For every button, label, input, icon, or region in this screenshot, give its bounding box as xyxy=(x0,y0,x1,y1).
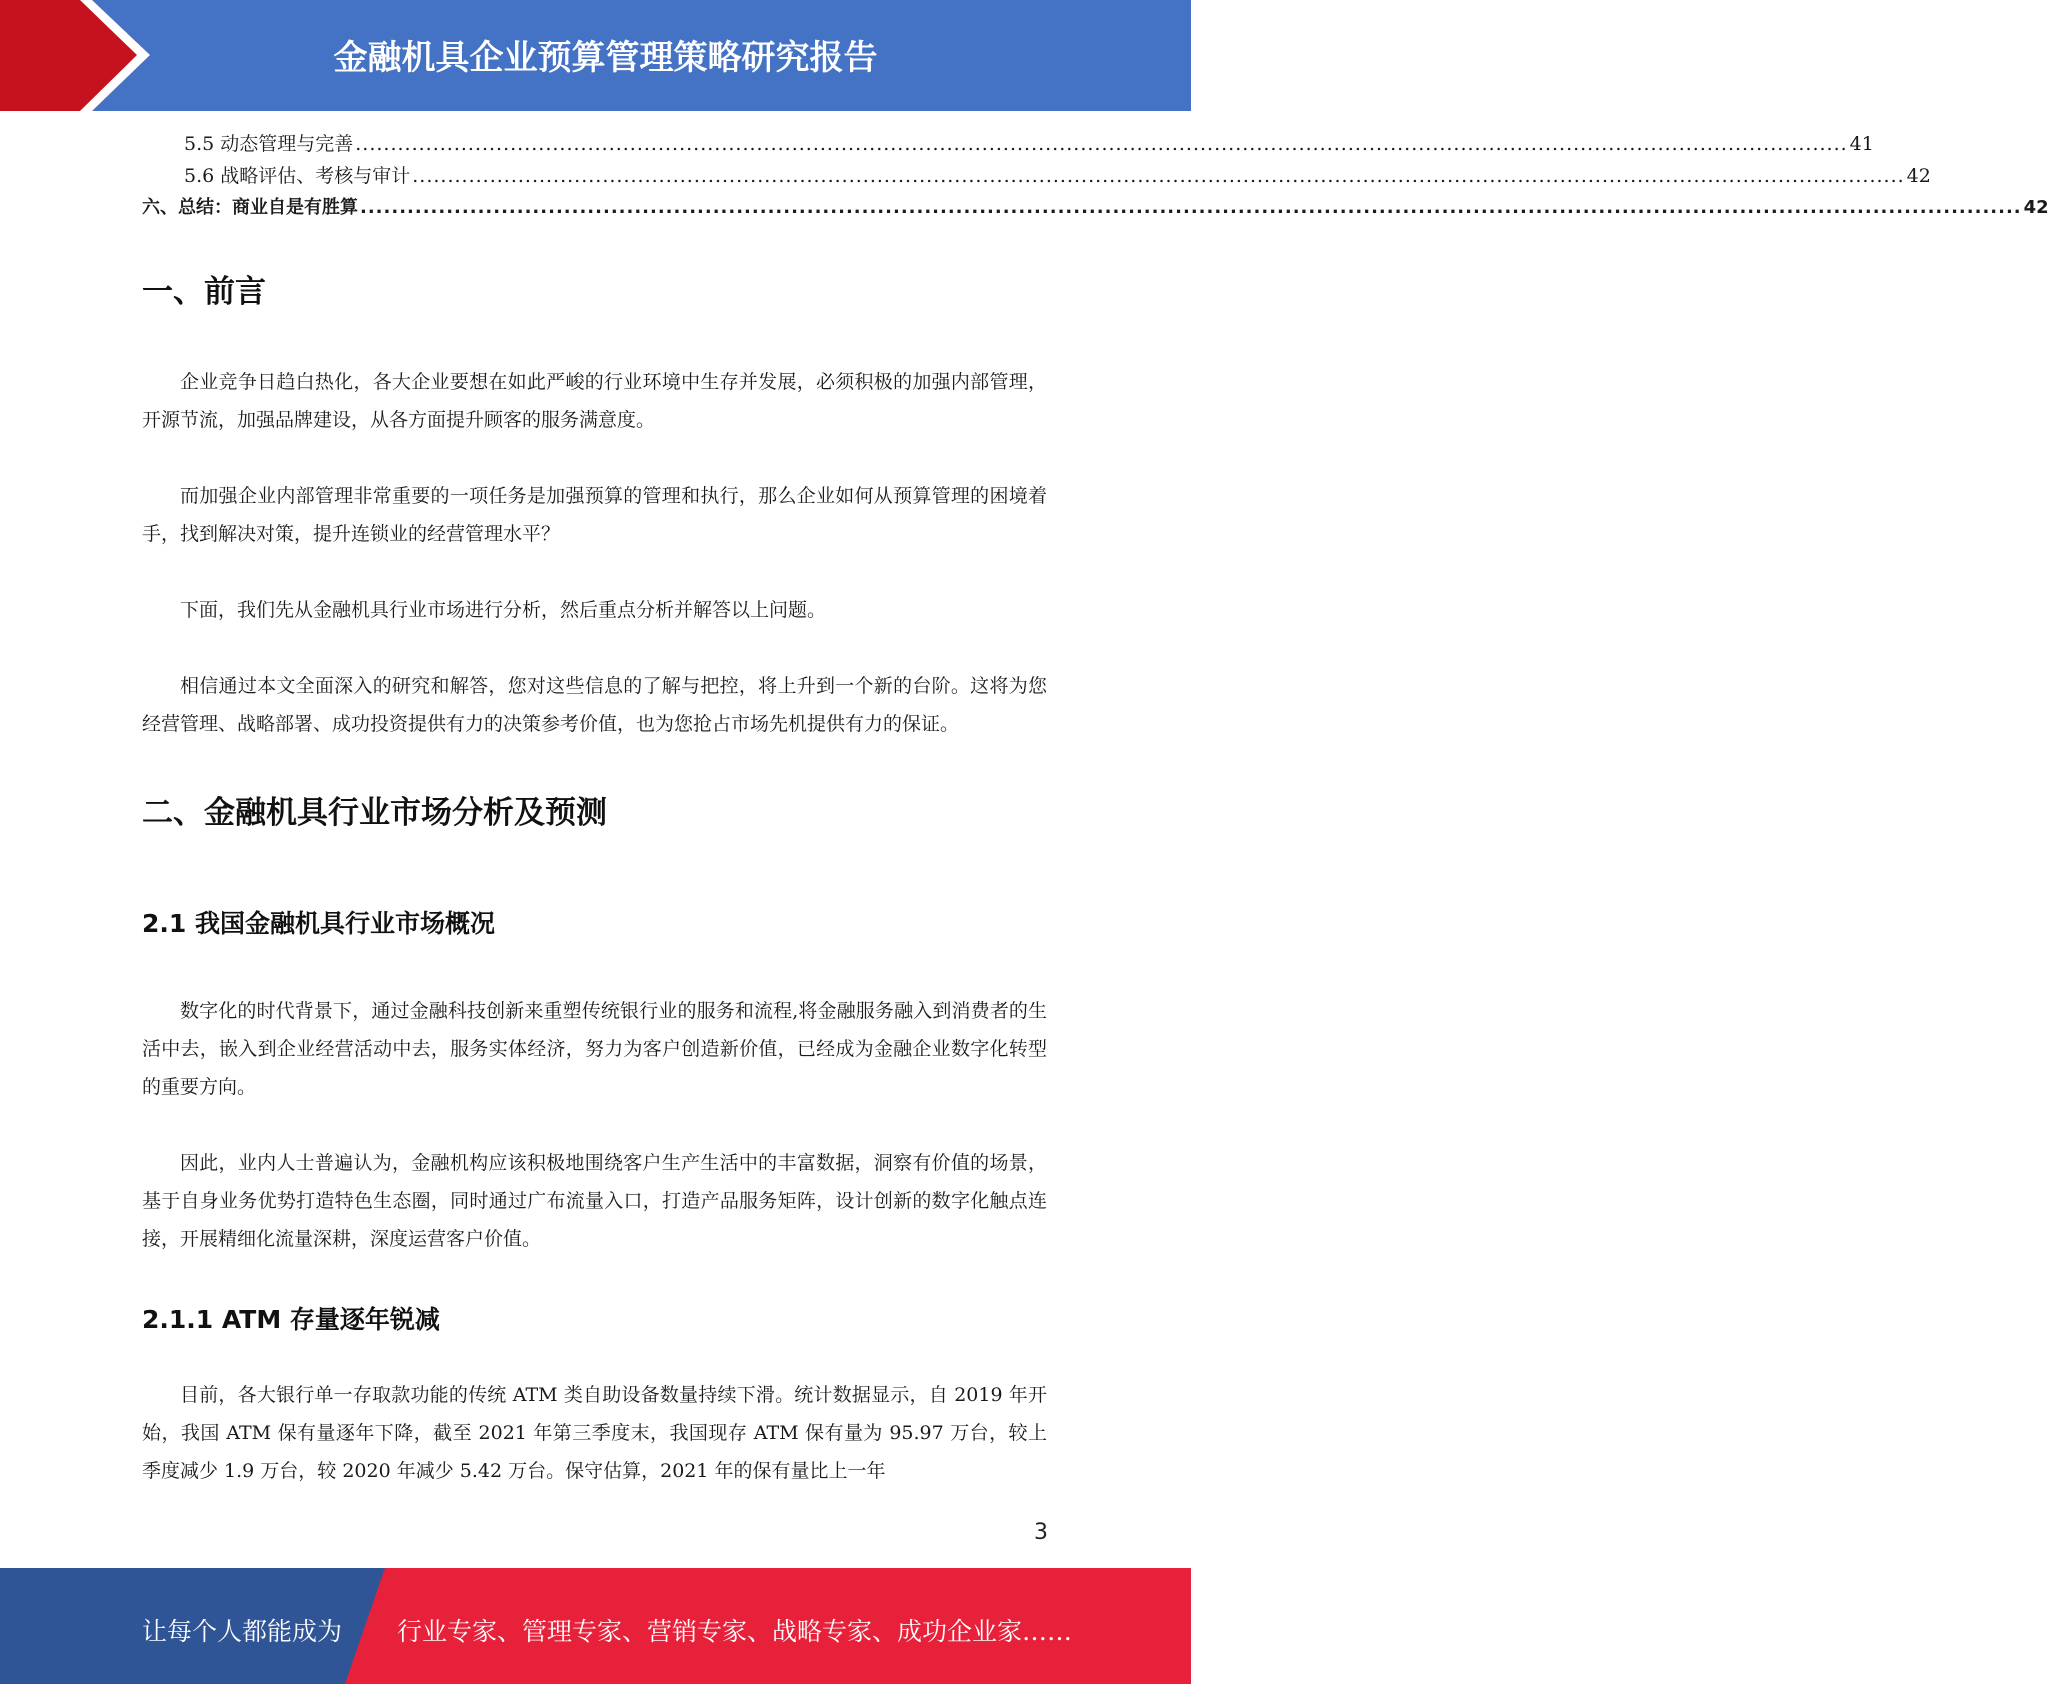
toc-entry-label: 5.6 战略评估、考核与审计 xyxy=(184,165,411,187)
page-header xyxy=(0,0,1191,111)
paragraph: 目前，各大银行单一存取款功能的传统 ATM 类自助设备数量持续下滑。统计数据显示，自 2019 年开始，我国 ATM 保有量逐年下降，截至 2021 年第三季度末，我国现存 ATM 保有量为 95.97 万台，较上季度减少 1.9 万台，较 2020 年减少 5.42 万台。保守估算，2021 年的保有量比上一年 xyxy=(142,1384,1047,1482)
section-heading-preface: 一、前言 xyxy=(142,274,266,310)
toc-entry-page: 42 xyxy=(2023,197,2049,218)
toc-entry-page: 42 xyxy=(1906,165,1931,187)
toc-entry[interactable] xyxy=(142,160,1931,192)
toc-entry[interactable] xyxy=(142,128,1874,160)
paragraph: 相信通过本文全面深入的研究和解答，您对这些信息的了解与把控，将上升到一个新的台阶。这将为您经营管理、战略部署、成功投资提供有力的决策参考价值，也为您抢占市场先机提供有力的保证。 xyxy=(142,675,1047,735)
page-content xyxy=(142,128,2049,1490)
toc-entry-page: 41 xyxy=(1849,133,1874,155)
toc-leader-dots: .................................................................................................................................................................................................................... xyxy=(412,165,1905,187)
page-number: 3 xyxy=(1034,1520,1048,1545)
footer-slogan-left: 让每个人都能成为 xyxy=(142,1617,343,1646)
paragraph: 数字化的时代背景下，通过金融科技创新来重塑传统银行业的服务和流程,将金融服务融入到消费者的生活中去，嵌入到企业经营活动中去，服务实体经济，努力为客户创造新价值，已经成为金融企业数字化转型的重要方向。 xyxy=(142,1000,1047,1098)
toc-entry[interactable] xyxy=(142,192,2049,224)
footer-slogan-right: 行业专家、管理专家、营销专家、战略专家、成功企业家…… xyxy=(397,1617,1073,1646)
subsection-heading-atm: 2.1.1 ATM 存量逐年锐减 xyxy=(142,1305,440,1334)
paragraph: 企业竞争日趋白热化，各大企业要想在如此严峻的行业环境中生存并发展，必须积极的加强内部管理，开源节流，加强品牌建设，从各方面提升顾客的服务满意度。 xyxy=(142,371,1047,431)
toc-entry-label: 5.5 动态管理与完善 xyxy=(184,133,354,155)
paragraph: 因此，业内人士普遍认为，金融机构应该积极地围绕客户生产生活中的丰富数据，洞察有价值的场景，基于自身业务优势打造特色生态圈，同时通过广布流量入口，打造产品服务矩阵，设计创新的数字化触点连接，开展精细化流量深耕，深度运营客户价值。 xyxy=(142,1152,1047,1250)
paragraph: 下面，我们先从金融机具行业市场进行分析，然后重点分析并解答以上问题。 xyxy=(180,599,827,621)
toc-entry-label: 六、总结：商业自是有胜算 xyxy=(142,197,358,218)
paragraph: 而加强企业内部管理非常重要的一项任务是加强预算的管理和执行，那么企业如何从预算管理的困境着手，找到解决对策，提升连锁业的经营管理水平？ xyxy=(142,485,1047,545)
section-heading-market: 二、金融机具行业市场分析及预测 xyxy=(142,795,607,831)
table-of-contents xyxy=(142,128,2049,224)
page-footer xyxy=(0,1568,1191,1684)
toc-leader-dots: .................................................................................................................................................................................................................... xyxy=(360,197,2022,218)
subsection-heading-overview: 2.1 我国金融机具行业市场概况 xyxy=(142,909,495,938)
toc-leader-dots: .................................................................................................................................................................................................................... xyxy=(355,133,1848,155)
report-title: 金融机具企业预算管理策略研究报告 xyxy=(333,38,878,78)
